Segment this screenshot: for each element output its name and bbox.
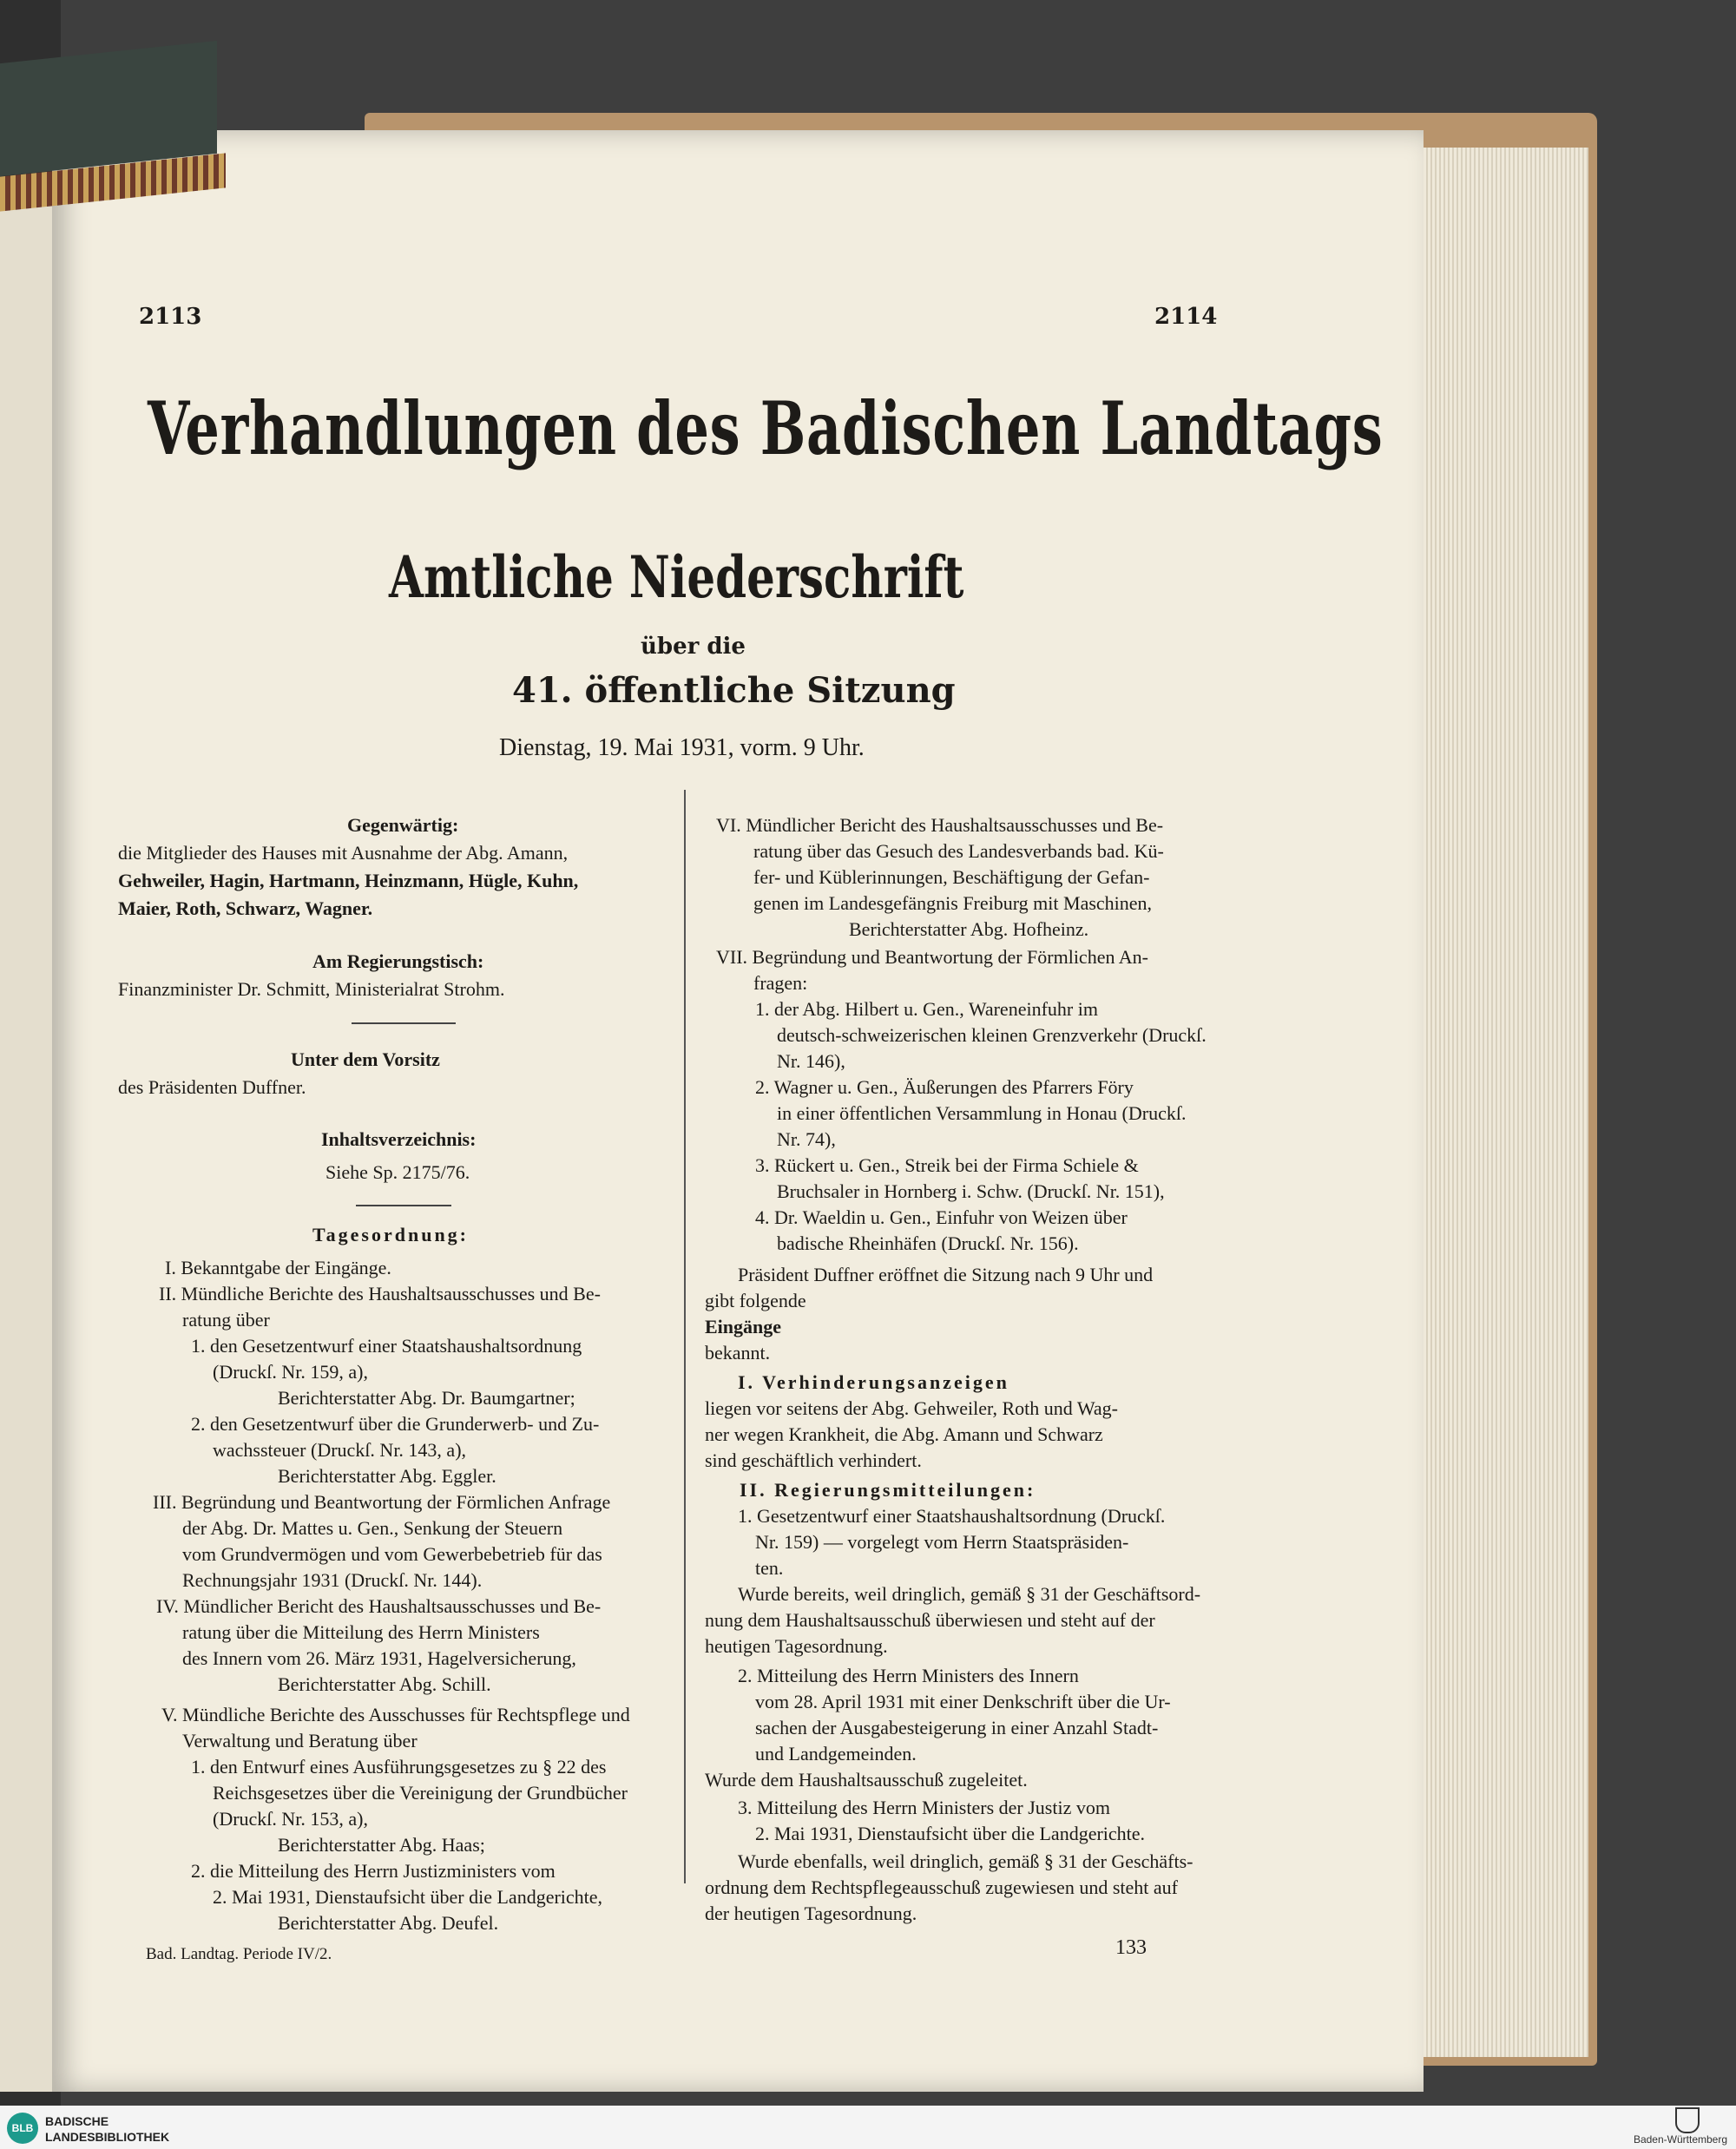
right-line: deutsch-schweizerischen kleinen Grenzverkehr (Druckſ. bbox=[777, 1024, 1207, 1046]
column-rule bbox=[684, 790, 686, 1883]
agenda-line: Rechnungsjahr 1931 (Druckſ. Nr. 144). bbox=[182, 1569, 483, 1591]
right-line: Berichterstatter Abg. Hofheinz. bbox=[849, 918, 1089, 940]
agenda-line: 1. den Entwurf eines Ausführungsgesetzes zu § 22 des bbox=[191, 1756, 607, 1778]
right-line: bekannt. bbox=[705, 1342, 771, 1364]
right-line: Wurde bereits, weil dringlich, gemäß § 31 der Geschäftsord- bbox=[738, 1583, 1201, 1605]
right-line: VI. Mündlicher Bericht des Haushaltsausschusses und Be- bbox=[716, 814, 1164, 836]
main-title: Verhandlungen des Badischen Landtags bbox=[148, 385, 1384, 471]
vorsitz-line: des Präsidenten Duffner. bbox=[118, 1076, 306, 1098]
gegenwaertig-head: Gegenwärtig: bbox=[347, 814, 459, 836]
right-line: 1. Gesetzentwurf einer Staatshaushaltsordnung (Druckſ. bbox=[738, 1505, 1166, 1527]
right-line: VII. Begründung und Beantwortung der Förmlichen An- bbox=[716, 946, 1148, 968]
right-line: fragen: bbox=[753, 972, 808, 994]
regierungstisch-head: Am Regierungstisch: bbox=[312, 950, 484, 972]
left-footer: Bad. Landtag. Periode IV/2. bbox=[146, 1945, 332, 1963]
right-line: Wurde dem Haushaltsausschuß zugeleitet. bbox=[705, 1769, 1028, 1791]
right-line: fer- und Küblerinnungen, Beschäftigung der Gefan- bbox=[753, 866, 1150, 888]
agenda-line: (Druckſ. Nr. 153, a), bbox=[213, 1808, 369, 1830]
right-line: der heutigen Tagesordnung. bbox=[705, 1903, 917, 1924]
right-line: 1. der Abg. Hilbert u. Gen., Wareneinfuhr im bbox=[755, 998, 1098, 1020]
inhalt-head: Inhaltsverzeichnis: bbox=[321, 1128, 477, 1150]
right-line: 4. Dr. Waeldin u. Gen., Einfuhr von Weizen über bbox=[755, 1206, 1128, 1228]
page-number-right: 2114 bbox=[1154, 304, 1218, 330]
agenda-line: Berichterstatter Abg. Eggler. bbox=[278, 1465, 496, 1487]
agenda-line: I. Bekanntgabe der Eingänge. bbox=[165, 1257, 391, 1278]
right-line: liegen vor seitens der Abg. Gehweiler, Roth und Wag- bbox=[705, 1397, 1118, 1419]
tagesordnung-head: Tagesordnung: bbox=[312, 1224, 470, 1245]
right-line: ner wegen Krankheit, die Abg. Amann und Schwarz bbox=[705, 1423, 1103, 1445]
agenda-line: 2. Mai 1931, Dienstaufsicht über die Landgerichte, bbox=[213, 1886, 603, 1908]
right-line: ratung über das Gesuch des Landesverbands bad. Kü- bbox=[753, 840, 1164, 862]
right-line: badische Rheinhäfen (Druckſ. Nr. 156). bbox=[777, 1232, 1079, 1254]
right-line: 3. Mitteilung des Herrn Ministers der Justiz vom bbox=[738, 1797, 1110, 1818]
divider bbox=[352, 1022, 456, 1024]
right-line: in einer öffentlichen Versammlung in Honau (Druckſ. bbox=[777, 1102, 1187, 1124]
agenda-line: IV. Mündlicher Bericht des Haushaltsausschusses und Be- bbox=[156, 1595, 602, 1617]
right-line: vom 28. April 1931 mit einer Denkschrift über die Ur- bbox=[755, 1691, 1171, 1712]
agenda-line: 2. die Mitteilung des Herrn Justizministers vom bbox=[191, 1860, 556, 1882]
right-line: und Landgemeinden. bbox=[755, 1743, 917, 1765]
vorsitz-head: Unter dem Vorsitz bbox=[291, 1048, 440, 1070]
agenda-line: Verwaltung und Beratung über bbox=[182, 1730, 418, 1751]
right-line: nung dem Haushaltsausschuß überwiesen und steht auf der bbox=[705, 1609, 1155, 1631]
regierungstisch-line: Finanzminister Dr. Schmitt, Ministerialrat Strohm. bbox=[118, 978, 505, 1000]
session-date: Dienstag, 19. Mai 1931, vorm. 9 Uhr. bbox=[499, 734, 865, 761]
divider bbox=[356, 1205, 451, 1206]
library-name-line2: LANDESBIBLIOTHEK bbox=[45, 2130, 170, 2144]
right-line: gibt folgende bbox=[705, 1290, 806, 1311]
left-page-edge bbox=[0, 200, 52, 2092]
right-line: 3. Rückert u. Gen., Streik bei der Firma Schiele & bbox=[755, 1154, 1139, 1176]
state-label: Baden-Württemberg bbox=[1633, 2133, 1727, 2146]
right-line: Bruchsaler in Hornberg i. Schw. (Druckſ. Nr. 151), bbox=[777, 1180, 1165, 1202]
subtitle: Amtliche Niederschrift bbox=[389, 543, 964, 611]
right-heading: I. Verhinderungsanzeigen bbox=[738, 1371, 1009, 1393]
library-name-line1: BADISCHE bbox=[45, 2114, 109, 2128]
right-line: sind geschäftlich verhindert. bbox=[705, 1449, 922, 1471]
agenda-line: vom Grundvermögen und vom Gewerbebetrieb für das bbox=[182, 1543, 602, 1565]
agenda-line: Berichterstatter Abg. Deufel. bbox=[278, 1912, 499, 1934]
agenda-line: 1. den Gesetzentwurf einer Staatshaushaltsordnung bbox=[191, 1335, 582, 1357]
right-line: Wurde ebenfalls, weil dringlich, gemäß § 31 der Geschäfts- bbox=[738, 1850, 1194, 1872]
agenda-line: III. Begründung und Beantwortung der Förmlichen Anfrage bbox=[153, 1491, 611, 1513]
agenda-line: Reichsgesetzes über die Vereinigung der Grundbücher bbox=[213, 1782, 628, 1804]
agenda-line: V. Mündliche Berichte des Ausschusses für Rechtspflege und bbox=[161, 1704, 630, 1725]
left-text-line: Gehweiler, Hagin, Hartmann, Heinzmann, Hügle, Kuhn, bbox=[118, 870, 579, 891]
agenda-line: 2. den Gesetzentwurf über die Grunderwerb- und Zu- bbox=[191, 1413, 600, 1435]
agenda-line: wachssteuer (Druckſ. Nr. 143, a), bbox=[213, 1439, 467, 1461]
right-line: Nr. 146), bbox=[777, 1050, 845, 1072]
agenda-line: der Abg. Dr. Mattes u. Gen., Senkung der Steuern bbox=[182, 1517, 563, 1539]
right-heading: Eingänge bbox=[705, 1316, 782, 1337]
right-line: Nr. 74), bbox=[777, 1128, 836, 1150]
right-line: Präsident Duffner eröffnet die Sitzung nach 9 Uhr und bbox=[738, 1264, 1154, 1285]
right-heading: II. Regierungsmitteilungen: bbox=[740, 1479, 1036, 1501]
agenda-line: des Innern vom 26. März 1931, Hagelversicherung, bbox=[182, 1647, 576, 1669]
right-line: sachen der Ausgabesteigerung in einer Anzahl Stadt- bbox=[755, 1717, 1159, 1738]
right-line: genen im Landesgefängnis Freiburg mit Maschinen, bbox=[753, 892, 1153, 914]
agenda-line: ratung über bbox=[182, 1309, 270, 1331]
agenda-line: II. Mündliche Berichte des Haushaltsausschusses und Be- bbox=[159, 1283, 601, 1305]
agenda-line: Berichterstatter Abg. Schill. bbox=[278, 1673, 491, 1695]
right-line: Nr. 159) — vorgelegt vom Herrn Staatspräsiden- bbox=[755, 1531, 1129, 1553]
page-number-left: 2113 bbox=[139, 304, 202, 330]
state-crest-icon bbox=[1675, 2107, 1700, 2133]
agenda-line: Berichterstatter Abg. Dr. Baumgartner; bbox=[278, 1387, 575, 1409]
left-text-line: die Mitglieder des Hauses mit Ausnahme der Abg. Amann, bbox=[118, 842, 569, 864]
agenda-line: Berichterstatter Abg. Haas; bbox=[278, 1834, 485, 1856]
viewer-footer bbox=[0, 2106, 1736, 2149]
ueber-die: über die bbox=[641, 634, 746, 660]
right-line: ten. bbox=[755, 1557, 784, 1579]
session-title: 41. öffentliche Sitzung bbox=[512, 670, 956, 711]
right-line: 2. Mitteilung des Herrn Ministers des Innern bbox=[738, 1665, 1079, 1686]
right-line: 2. Mai 1931, Dienstaufsicht über die Landgerichte. bbox=[755, 1823, 1146, 1844]
agenda-line: (Druckſ. Nr. 159, a), bbox=[213, 1361, 369, 1383]
inhalt-line: Siehe Sp. 2175/76. bbox=[326, 1161, 470, 1183]
right-footer: 133 bbox=[1115, 1936, 1147, 1959]
right-line: heutigen Tagesordnung. bbox=[705, 1635, 888, 1657]
right-line: ordnung dem Rechtspflegeausschuß zugewiesen und steht auf bbox=[705, 1876, 1178, 1898]
bookmark-ribbon bbox=[0, 41, 217, 176]
agenda-line: ratung über die Mitteilung des Herrn Ministers bbox=[182, 1621, 540, 1643]
blb-logo[interactable]: BLB bbox=[7, 2113, 38, 2144]
left-text-line: Maier, Roth, Schwarz, Wagner. bbox=[118, 897, 373, 919]
right-line: 2. Wagner u. Gen., Äußerungen des Pfarrers Föry bbox=[755, 1076, 1134, 1098]
